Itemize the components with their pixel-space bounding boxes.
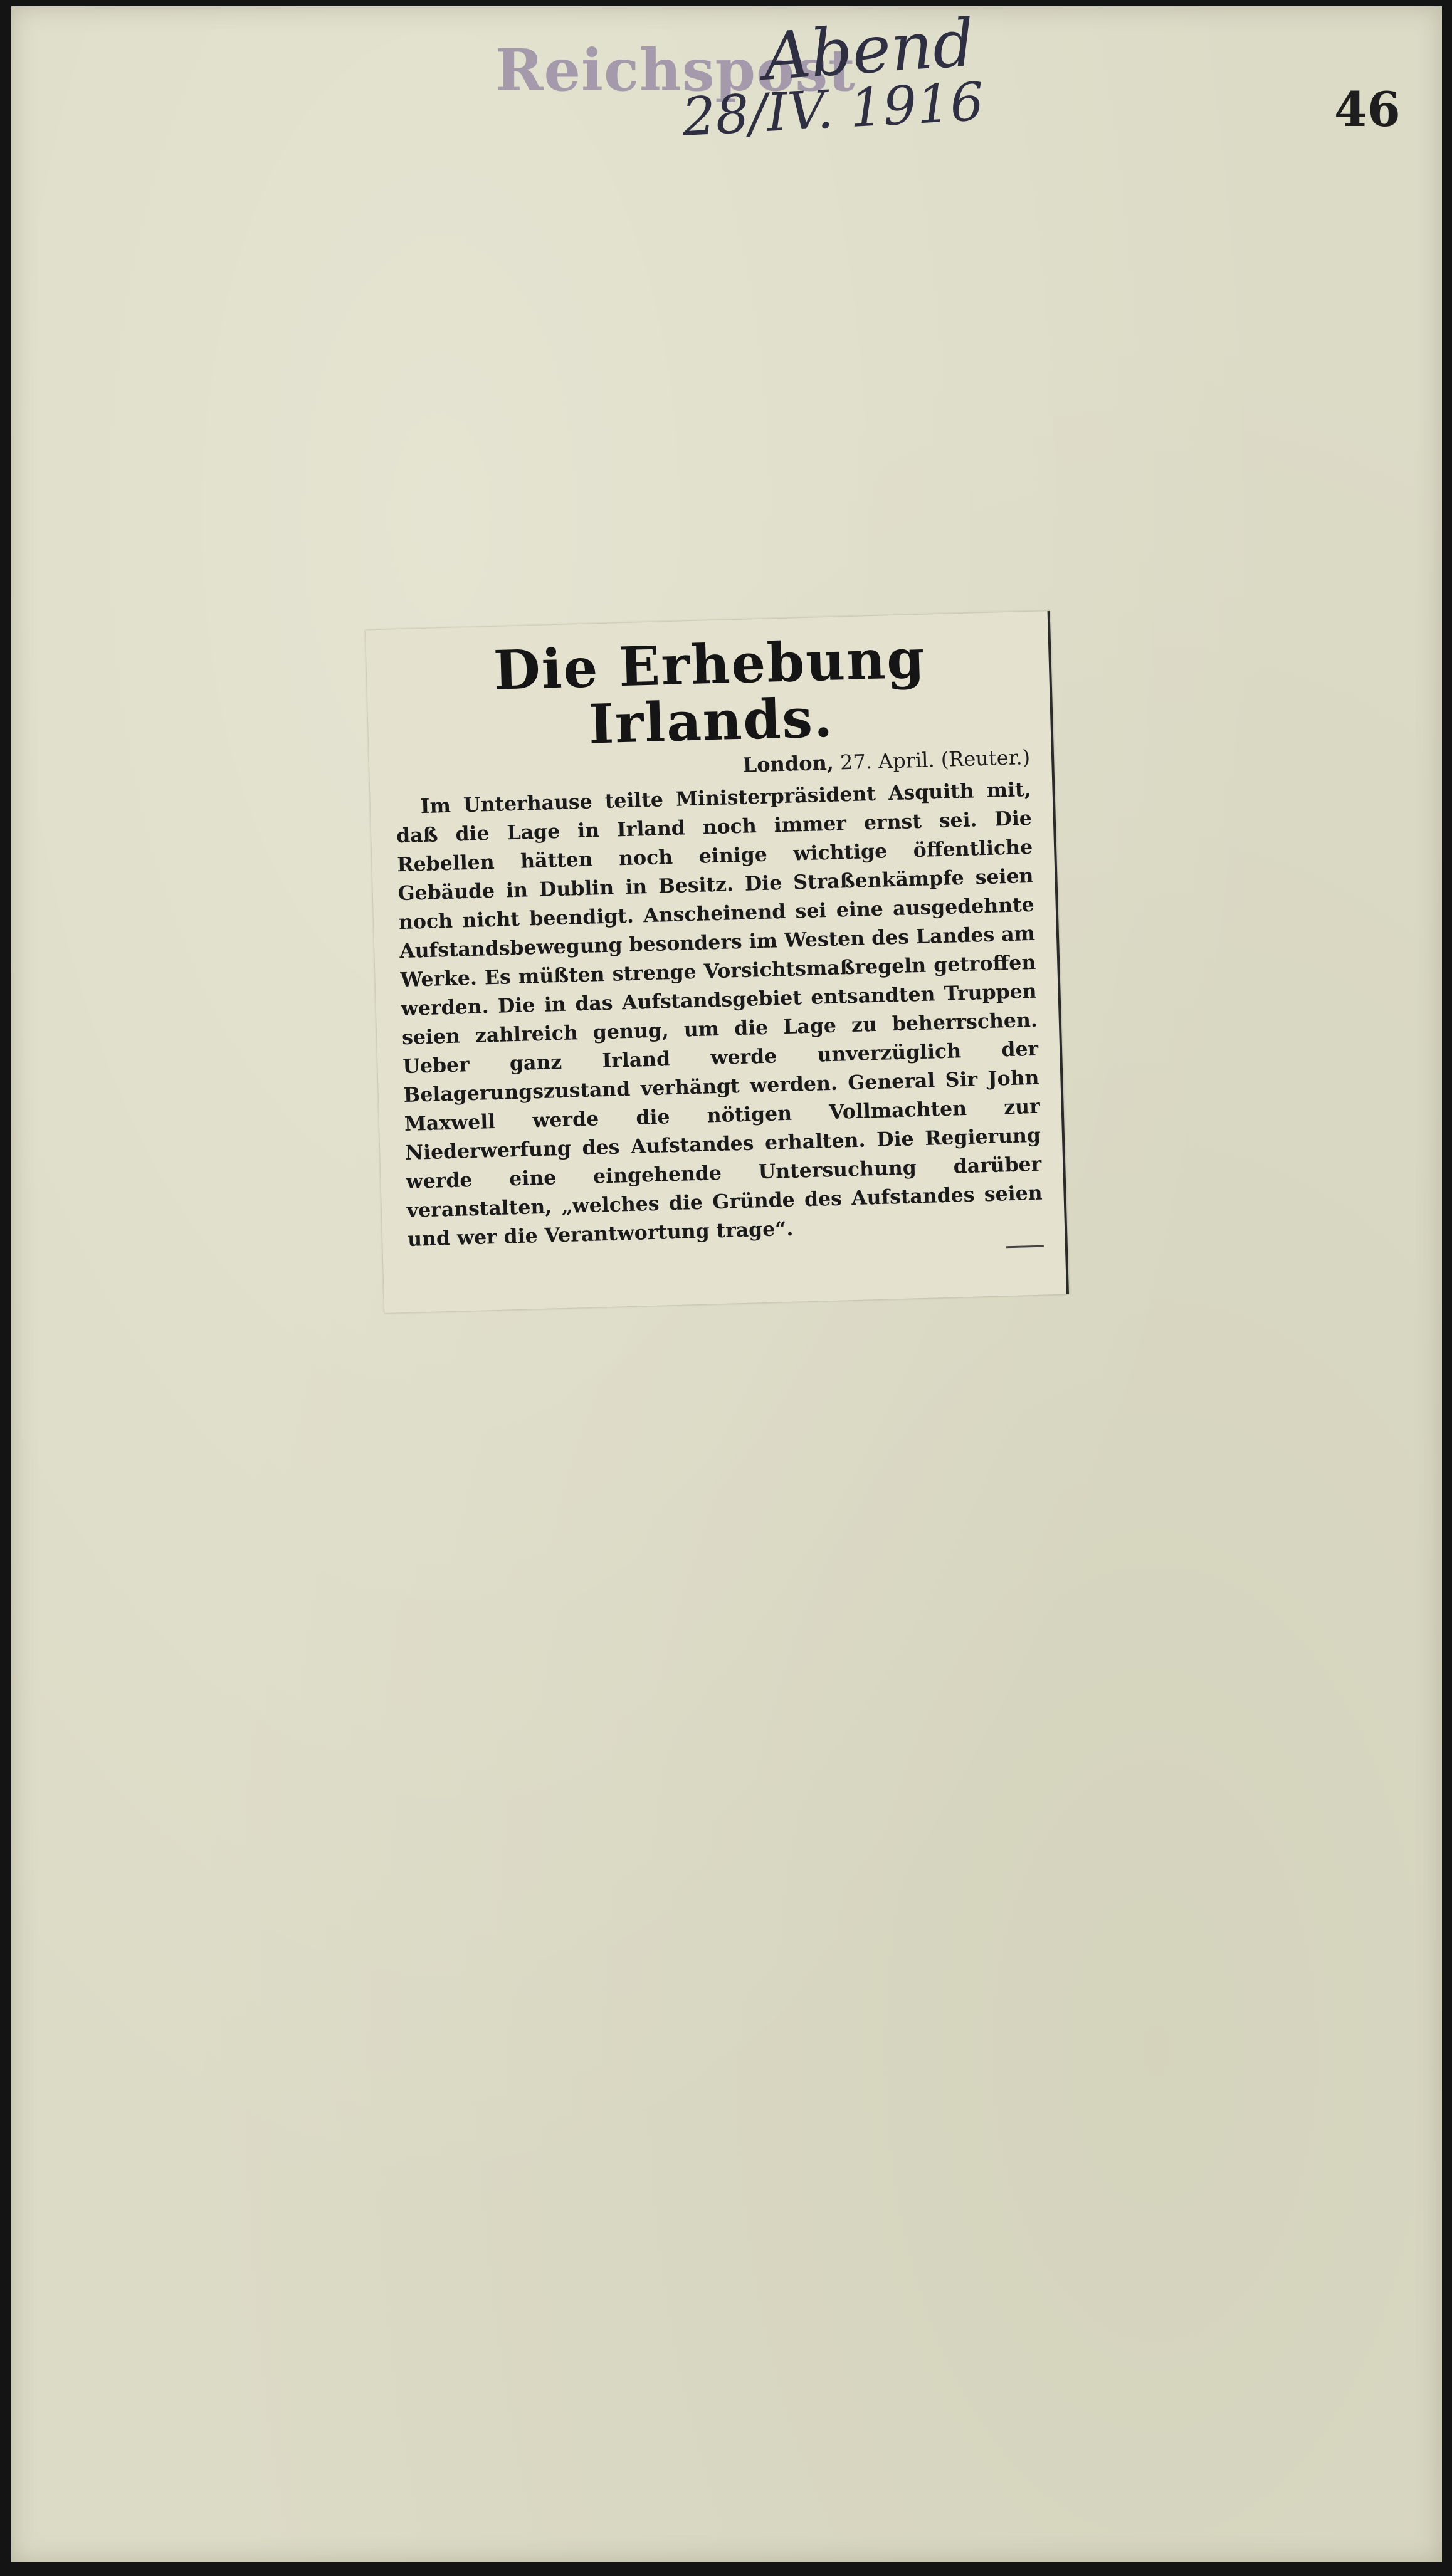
dateline-city: London, — [742, 750, 834, 777]
end-rule — [1006, 1245, 1044, 1248]
handwritten-date: 28/IV. 1916 — [680, 70, 986, 148]
archive-sheet — [11, 6, 1442, 2562]
clipping-body: Im Unterhause teilte Ministerpräsident Asquith mit, daß die Lage in Irland noch immer ernst sei. Die Rebellen hätten noch einige wichtige öffentliche Gebäude in Dublin in Besitz. Die Straßenkämpfe seien noch nicht beendigt. Anscheinend sei eine ausgedehnte Aufstandsbewegung besonders im Westen des Landes am Werke. Es müßten strenge Vorsichtsmaßregeln getroffen werden. Die in das Aufstandsgebiet entsandten Truppen seien zahlreich genug, um die Lage zu beherrschen. Ueber ganz Irland werde unverzüglich der Belagerungszustand verhängt werden. General Sir John Maxwell werde die nötigen Vollmachten zur Niederwerfung des Aufstandes erhalten. Die Regierung werde eine eingehende Untersuchung darüber veranstalten, „welches die Gründe des Aufstandes seien und wer die Verantwortung trage“. — [396, 777, 1043, 1251]
dateline-details: 27. April. (Reuter.) — [839, 745, 1031, 774]
handwritten-edition: Abend — [760, 4, 977, 95]
newspaper-clipping — [366, 611, 1069, 1313]
newspaper-stamp: Reichspost — [495, 36, 856, 104]
page-number: 46 — [1334, 81, 1401, 137]
clipping-headline: Die Erhebung Irlands. — [492, 627, 927, 757]
